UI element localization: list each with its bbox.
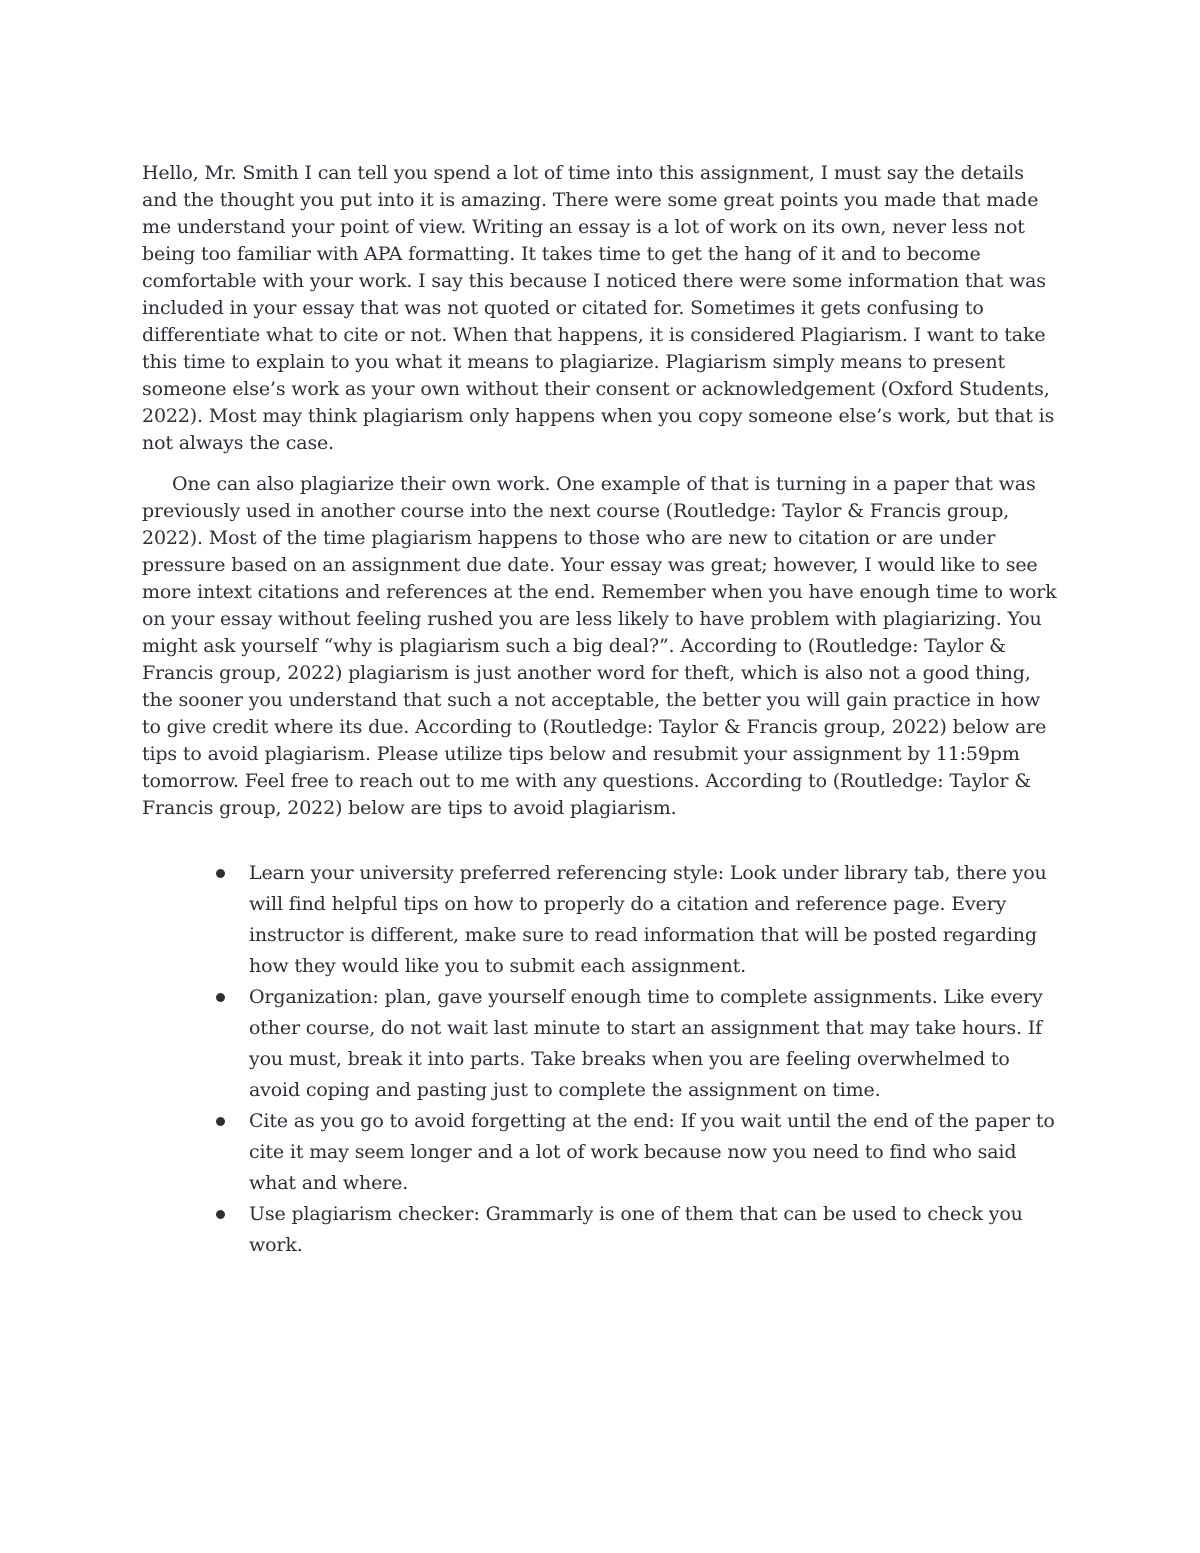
document-body: [142, 160, 1062, 836]
tip-text: Cite as you go to avoid forgetting at the end: If you wait until the end of the paper to cite it may seem longer and a lot of work because now you need to find who said what and where.: [249, 1110, 1055, 1194]
tip-text: Learn your university preferred referencing style: Look under library tab, there you will find helpful tips on how to properly do a citation and reference page. Every instructor is different, make sure to read information that will be posted regarding how they would like you to submit each assignment.: [249, 862, 1047, 977]
tip-text: Organization: plan, gave yourself enough time to complete assignments. Like every other course, do not wait last minute to start an assignment that may take hours. If you must, break it into parts. Take breaks when you are feeling overwhelmed to avoid coping and pasting just to complete the assignment on time.: [249, 986, 1043, 1101]
bullet-icon: [216, 1210, 225, 1219]
bullet-icon: [216, 993, 225, 1002]
bullet-icon: [216, 1117, 225, 1126]
tip-organization: [214, 982, 1064, 1106]
tip-referencing-style: [214, 858, 1064, 982]
paragraph-self-plagiarism: One can also plagiarize their own work. One example of that is turning in a paper that was previously used in another course into the next course (Routledge: Taylor & Francis group, 2022). Most of the time plagiarism happens to those who are new to citation or are under pressure based on an assignment due date. Your essay was great; however, I would like to see more intext citations and references at the end. Remember when you have enough time to work on your essay without feeling rushed you are less likely to have problem with plagiarizing. You might ask yourself “why is plagiarism such a big deal?”. According to (Routledge: Taylor & Francis group, 2022) plagiarism is just another word for theft, which is also not a good thing, the sooner you understand that such a not acceptable, the better you will gain practice in how to give credit where its due. According to (Routledge: Taylor & Francis group, 2022) below are tips to avoid plagiarism. Please utilize tips below and resubmit your assignment by 11:59pm tomorrow. Feel free to reach out to me with any questions. According to (Routledge: Taylor & Francis group, 2022) below are tips to avoid plagiarism.: [142, 473, 1057, 819]
paragraph-intro: Hello, Mr. Smith I can tell you spend a lot of time into this assignment, I must say the details and the thought you put into it is amazing. There were some great points you made that made me understand your point of view. Writing an essay is a lot of work on its own, never less not being too familiar with APA formatting. It takes time to get the hang of it and to become comfortable with your work. I say this because I noticed there were some information that was included in your essay that was not quoted or citated for. Sometimes it gets confusing to differentiate what to cite or not. When that happens, it is considered Plagiarism. I want to take this time to explain to you what it means to plagiarize. Plagiarism simply means to present someone else’s work as your own without their consent or acknowledgement (Oxford Students, 2022). Most may think plagiarism only happens when you copy someone else’s work, but that is not always the case.: [142, 162, 1055, 454]
bullet-icon: [216, 869, 225, 878]
tips-list: [214, 858, 1064, 1261]
tip-cite-as-you-go: [214, 1106, 1064, 1199]
tip-text: Use plagiarism checker: Grammarly is one of them that can be used to check you work.: [249, 1203, 1023, 1256]
tip-plagiarism-checker: [214, 1199, 1064, 1261]
